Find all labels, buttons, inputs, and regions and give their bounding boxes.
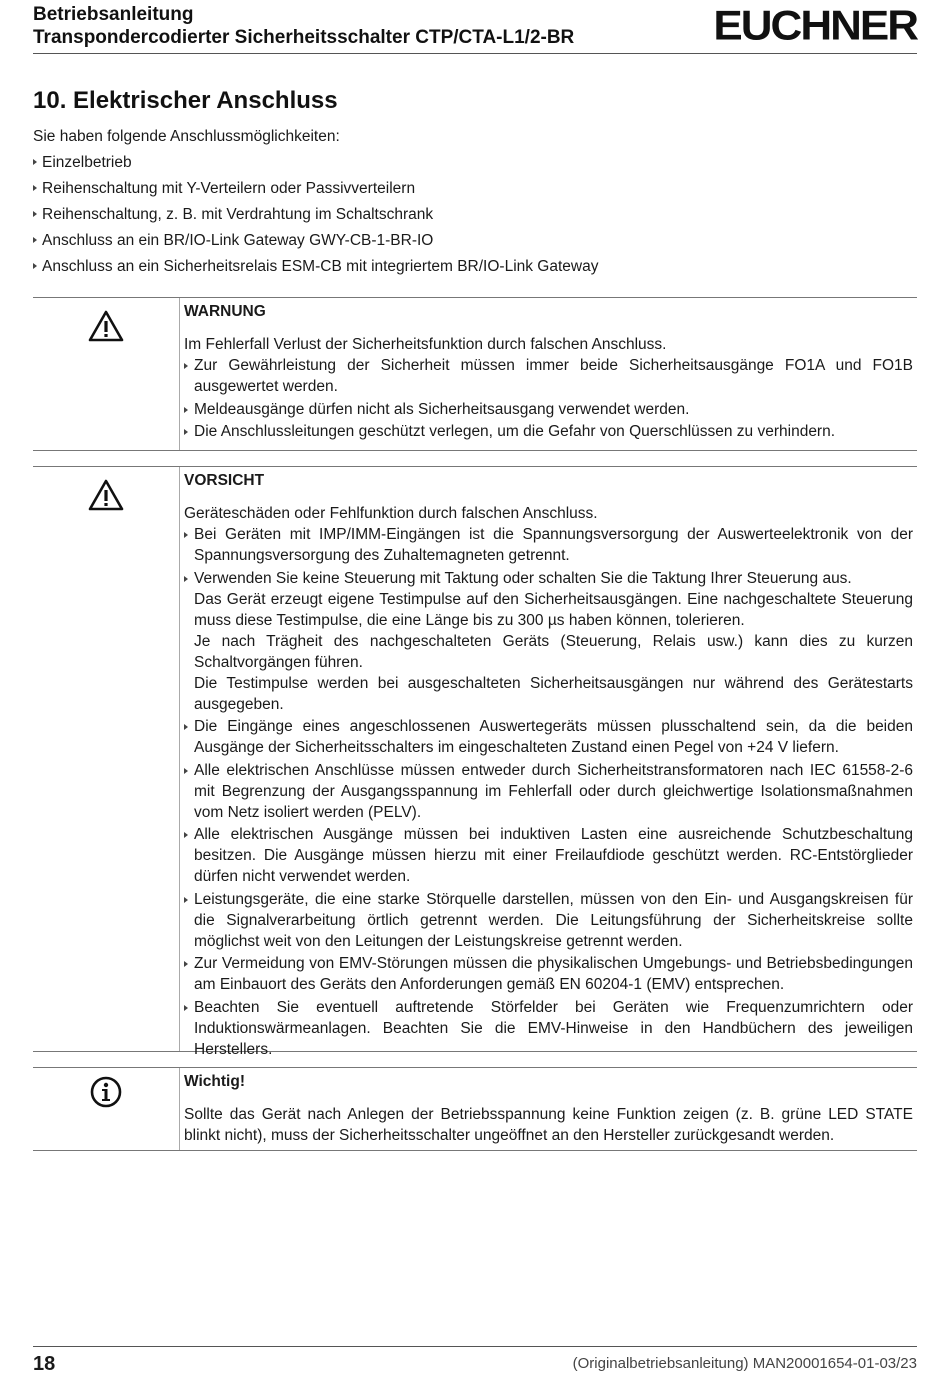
- item-paragraph: Je nach Trägheit des nachgeschalteten Geräts (Steuerung, Relais usw.) kann dies zu kurzen Schaltvorgängen führen.: [194, 632, 913, 671]
- warning-title: WARNUNG: [184, 303, 266, 320]
- header-line-2: Transpondercodierter Sicherheitsschalter CTP/CTA-L1/2-BR: [33, 27, 575, 48]
- warning-list: [184, 355, 913, 442]
- warning-body: [184, 298, 913, 444]
- header-line-1: Betriebsanleitung: [33, 4, 194, 25]
- document-reference: (Originalbetriebsanleitung) MAN20001654-01-03/23: [572, 1355, 917, 1372]
- info-circle-icon: [88, 1076, 124, 1108]
- page-header: [33, 3, 917, 49]
- euchner-logo: EUCHNER: [713, 2, 917, 49]
- warning-triangle-icon: [88, 479, 124, 511]
- list-item: Die Eingänge eines angeschlossenen Auswertegeräts müssen plusschaltend sein, da die beiden Ausgänge der Sicherheitsschalters im eingeschalteten Zustand einen Pegel von +24 V liefern.: [184, 716, 913, 758]
- header-divider: [33, 53, 917, 54]
- section-title: 10. Elektrischer Anschluss: [33, 87, 338, 114]
- list-item: Alle elektrischen Ausgänge müssen bei induktiven Lasten eine ausreichende Schutzbeschaltung besitzen. Die Ausgänge müssen hierzu mit einer Freilaufdiode geschützt werden. RC-Entstörglieder dürfen nicht verwendet werden.: [184, 824, 913, 887]
- list-item: Reihenschaltung mit Y-Verteilern oder Passivverteilern: [33, 176, 917, 202]
- list-item: [184, 568, 913, 715]
- list-item: Anschluss an ein BR/IO-Link Gateway GWY-CB-1-BR-IO: [33, 228, 917, 254]
- connection-options: [33, 124, 917, 280]
- warning-lead: Im Fehlerfall Verlust der Sicherheitsfunktion durch falschen Anschluss.: [184, 336, 667, 353]
- list-item: Einzelbetrieb: [33, 150, 917, 176]
- list-item: Leistungsgeräte, die eine starke Störquelle darstellen, müssen von den Ein- und Ausgangskreisen für die Signalverarbeitung örtlich getrennt werden. Die Leitungsführung der Sicherheitskreise sollte möglichst weit von den Leitungen der Leistungskreise getrennt werden.: [184, 889, 913, 952]
- list-item: Zur Vermeidung von EMV-Störungen müssen die physikalischen Umgebungs- und Betriebsbedingungen am Einbauort des Geräts den Anforderungen gemäß EN 60204-1 (EMV) entsprechen.: [184, 953, 913, 995]
- caution-list: [184, 524, 913, 1060]
- caution-title: VORSICHT: [184, 472, 265, 489]
- important-text: Sollte das Gerät nach Anlegen der Betriebsspannung keine Funktion zeigen (z. B. grüne LED STATE blinkt nicht), muss der Sicherheitsschalter ungeöffnet an den Hersteller zurückgesandt werden.: [184, 1106, 913, 1144]
- important-notice: [33, 1067, 917, 1151]
- caution-notice: [33, 466, 917, 1058]
- item-paragraph: Die Testimpulse werden bei ausgeschalteten Sicherheitsausgängen nur während des Gerätestarts ausgegeben.: [194, 674, 913, 713]
- list-item: Zur Gewährleistung der Sicherheit müssen immer beide Sicherheitsausgänge FO1A und FO1B ausgewertet werden.: [184, 355, 913, 397]
- important-body: [184, 1068, 913, 1146]
- list-item: Meldeausgänge dürfen nicht als Sicherheitsausgang verwendet werden.: [184, 399, 913, 420]
- list-item: Bei Geräten mit IMP/IMM-Eingängen ist die Spannungsversorgung der Auswerteelektronik von der Spannungsversorgung des Zuhaltemagneten getrennt.: [184, 524, 913, 566]
- footer-divider: [33, 1346, 917, 1347]
- list-item: Alle elektrischen Anschlüsse müssen entweder durch Sicherheitstransformatoren nach IEC 61558-2-6 mit Begrenzung der Ausgangsspannung im Fehlerfall oder durch gleichwertige Isolationsmaßnahmen vom Netz isoliert werden (PELV).: [184, 760, 913, 823]
- intro-text: Sie haben folgende Anschlussmöglichkeiten:: [33, 128, 340, 145]
- warning-triangle-icon: [88, 310, 124, 342]
- options-list: [33, 150, 917, 280]
- page-number: 18: [33, 1353, 56, 1375]
- warning-notice: [33, 297, 917, 451]
- item-paragraph: Das Gerät erzeugt eigene Testimpulse auf den Sicherheitsausgängen. Eine nachgeschaltete Steuerung muss diese Testimpulse, die eine Länge bis zu 300 µs haben können, tolerieren.: [194, 590, 913, 629]
- list-item: Reihenschaltung, z. B. mit Verdrahtung im Schaltschrank: [33, 202, 917, 228]
- notice-divider: [179, 1068, 180, 1150]
- list-item: Die Anschlussleitungen geschützt verlegen, um die Gefahr von Querschlüssen zu verhindern.: [184, 421, 913, 442]
- notice-divider: [179, 467, 180, 1051]
- notice-divider: [179, 298, 180, 450]
- list-item: Anschluss an ein Sicherheitsrelais ESM-CB mit integriertem BR/IO-Link Gateway: [33, 254, 917, 280]
- caution-lead: Geräteschäden oder Fehlfunktion durch falschen Anschluss.: [184, 505, 598, 522]
- caution-body: [184, 467, 913, 1061]
- item-paragraph: Verwenden Sie keine Steuerung mit Taktung oder schalten Sie die Taktung Ihrer Steuerung aus.: [194, 569, 852, 587]
- list-item: Beachten Sie eventuell auftretende Störfelder bei Geräten wie Frequenzumrichtern oder Induktionswärmeanlagen. Beachten Sie die EMV-Hinweise in den Handbüchern des jeweiligen Herstellers.: [184, 997, 913, 1060]
- important-title: Wichtig!: [184, 1073, 245, 1090]
